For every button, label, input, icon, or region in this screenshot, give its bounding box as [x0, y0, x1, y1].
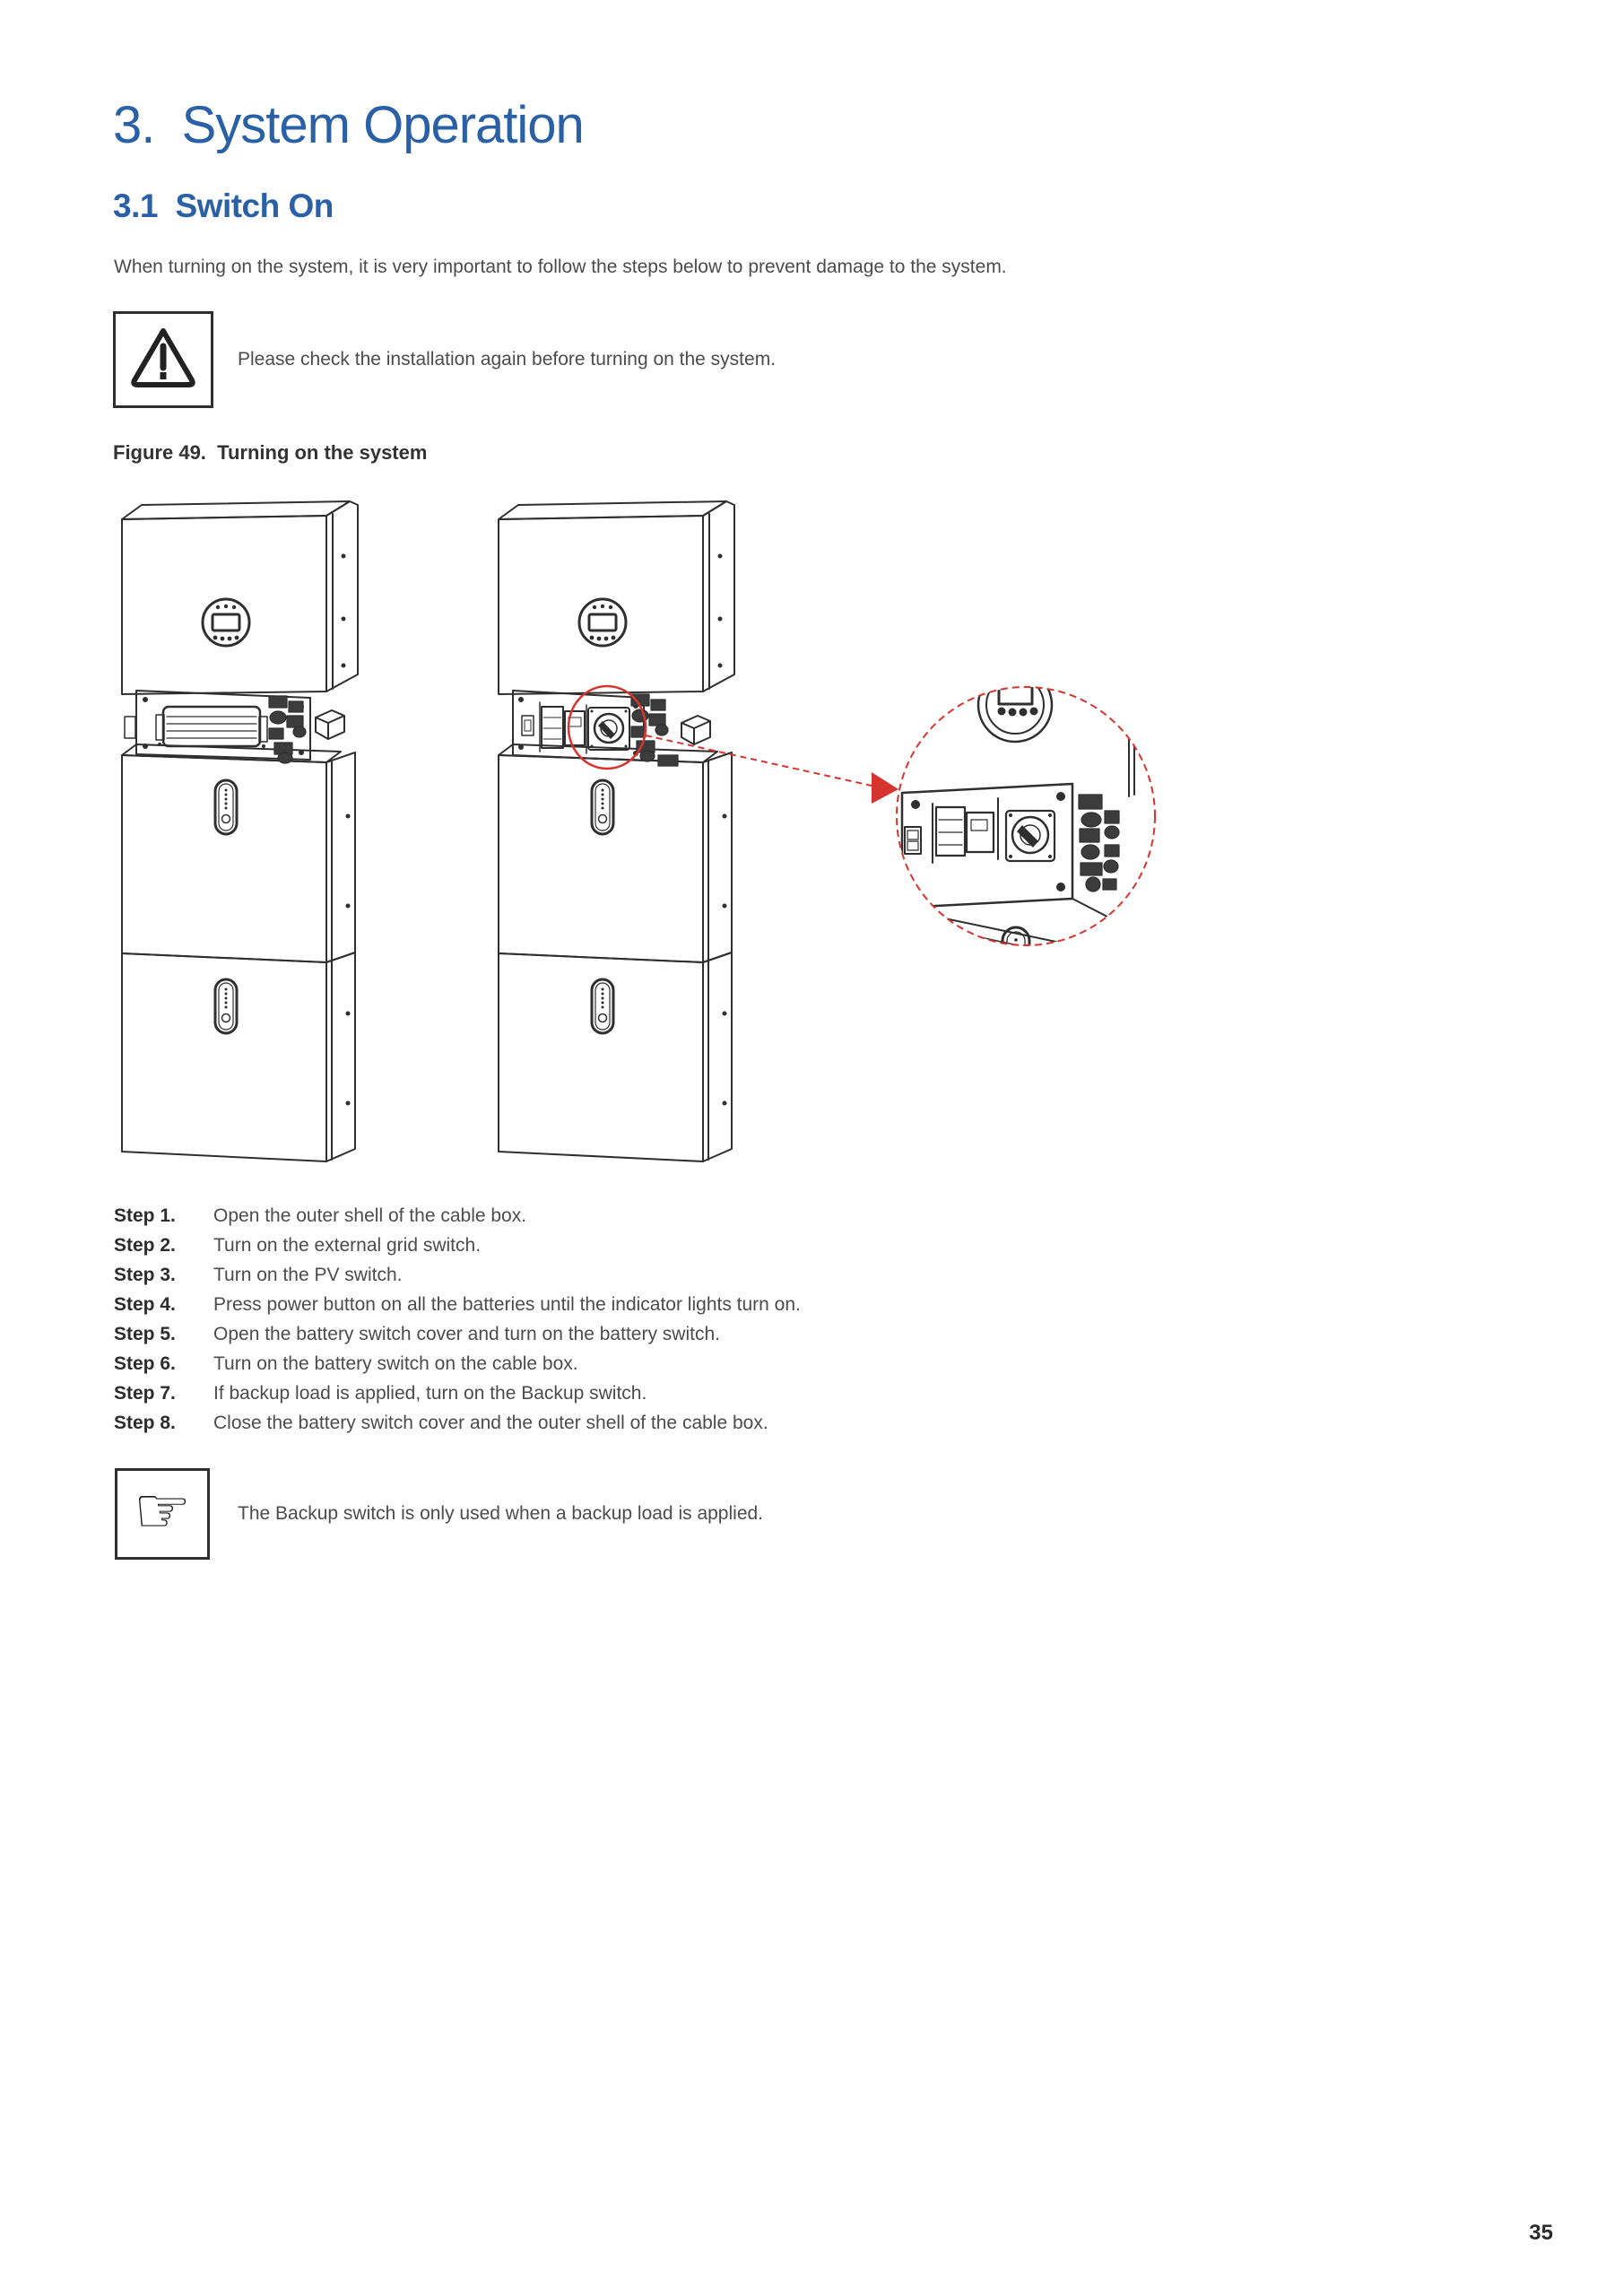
- zoom-detail-circle: [897, 668, 1155, 990]
- step-text: Turn on the battery switch on the cable box.: [213, 1353, 578, 1374]
- step-text: Turn on the external grid switch.: [213, 1235, 482, 1256]
- tower-2-drawing: [499, 501, 734, 1161]
- step-label: Step 1.: [114, 1205, 176, 1226]
- section-heading: 3.1 Switch On: [113, 187, 334, 224]
- page-number: 35: [1529, 2221, 1553, 2245]
- step-text: If backup load is applied, turn on the Backup switch.: [213, 1383, 647, 1404]
- step-item: [114, 1324, 801, 1353]
- intro-paragraph: When turning on the system, it is very important to follow the steps below to prevent damage to the system.: [114, 257, 1007, 277]
- step-item: [114, 1383, 801, 1413]
- step-item: [114, 1413, 801, 1442]
- warning-box: [113, 311, 213, 408]
- step-text: Open the battery switch cover and turn on the battery switch.: [213, 1324, 720, 1344]
- step-label: Step 7.: [114, 1383, 176, 1404]
- tower-1-drawing: [122, 501, 358, 1161]
- note-text: The Backup switch is only used when a backup load is applied.: [238, 1503, 764, 1524]
- warning-text: Please check the installation again before turning on the system.: [238, 349, 777, 370]
- step-item: [114, 1294, 801, 1324]
- step-label: Step 5.: [114, 1324, 176, 1344]
- step-item: [114, 1265, 801, 1294]
- step-list: [114, 1205, 801, 1442]
- step-item: [114, 1205, 801, 1235]
- chapter-heading: 3. System Operation: [113, 96, 584, 154]
- step-text: Open the outer shell of the cable box.: [213, 1205, 527, 1226]
- step-label: Step 3.: [114, 1265, 176, 1285]
- warning-triangle-icon: [126, 324, 200, 396]
- step-text: Turn on the PV switch.: [213, 1265, 403, 1285]
- figure-caption: Figure 49. Turning on the system: [113, 441, 428, 464]
- step-item: [114, 1235, 801, 1265]
- step-text: Press power button on all the batteries until the indicator lights turn on.: [213, 1294, 801, 1315]
- step-text: Close the battery switch cover and the outer shell of the cable box.: [213, 1413, 768, 1433]
- note-box: [115, 1468, 210, 1560]
- step-label: Step 8.: [114, 1413, 176, 1433]
- step-item: [114, 1353, 801, 1383]
- pointing-hand-icon: ☞: [133, 1473, 192, 1548]
- figure-49-drawing: [0, 484, 1623, 1184]
- zoom-arrow: [646, 735, 898, 804]
- step-label: Step 2.: [114, 1235, 176, 1256]
- step-label: Step 6.: [114, 1353, 176, 1374]
- step-label: Step 4.: [114, 1294, 176, 1315]
